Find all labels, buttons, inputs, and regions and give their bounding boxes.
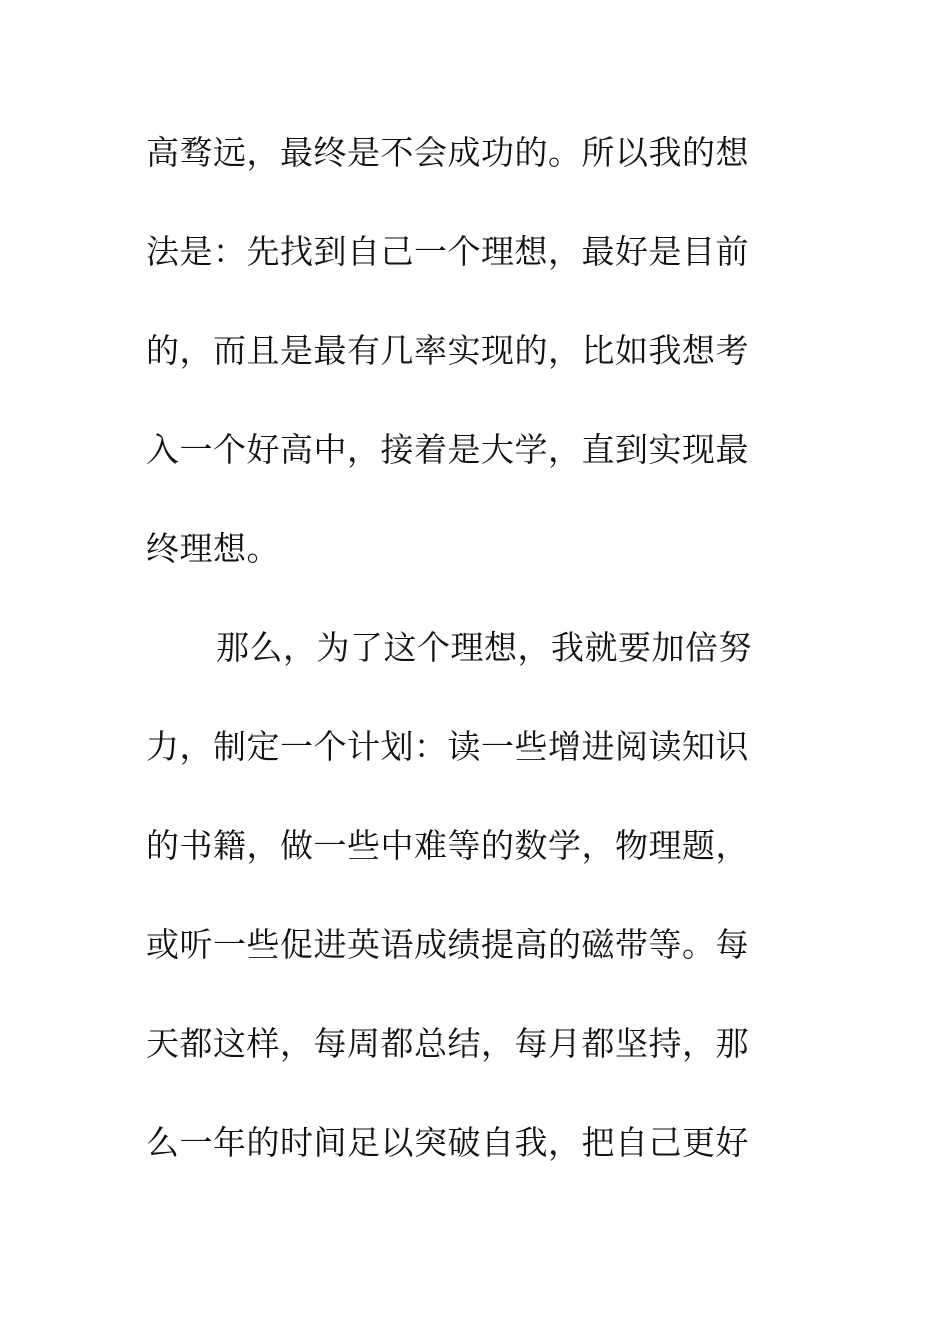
body-text [146, 122, 786, 1211]
text-line: 的，而且是最有几率实现的，比如我想考 [146, 331, 749, 370]
text-line: 么一年的时间足以突破自我，把自己更好 [146, 1123, 749, 1162]
text-line: 高骛远，最终是不会成功的。所以我的想 [146, 133, 749, 172]
text-line: 终理想。 [146, 529, 280, 568]
text-line: 法是：先找到自己一个理想，最好是目前 [146, 232, 749, 271]
paragraph-start-line: 那么，为了这个理想，我就要加倍努 [216, 628, 752, 667]
text-line: 入一个好高中，接着是大学，直到实现最 [146, 430, 749, 469]
text-line: 的书籍，做一些中难等的数学，物理题， [146, 826, 749, 865]
text-line: 或听一些促进英语成绩提高的磁带等。每 [146, 925, 749, 964]
text-line: 天都这样，每周都总结，每月都坚持，那 [146, 1024, 749, 1063]
text-line: 力，制定一个计划：读一些增进阅读知识 [146, 727, 749, 766]
